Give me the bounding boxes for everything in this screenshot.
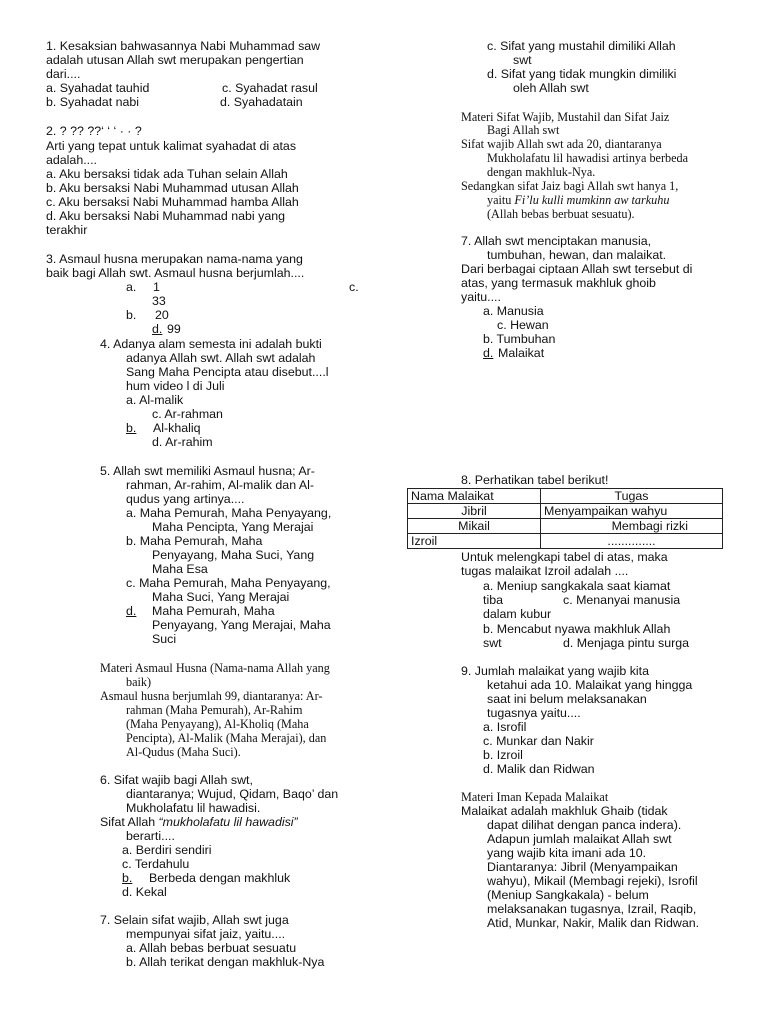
materi-paragraph: Al-Qudus (Maha Suci).	[126, 745, 241, 759]
q9-option-b: b. Izroil	[483, 748, 523, 762]
materi-paragraph: Sifat wajib Allah swt ada 20, diantaranya	[461, 137, 662, 151]
q6-line: berarti....	[126, 829, 175, 843]
q7a-option-a: a. Allah bebas berbuat sesuatu	[126, 941, 297, 955]
table-header-row	[408, 489, 723, 504]
q3-option-a: 1	[153, 280, 160, 294]
q2-option-a: a. Aku bersaksi tidak ada Tuhan selain Allah	[46, 167, 288, 181]
q3-option-d: 99	[167, 322, 181, 336]
q3-option-c: 33	[152, 294, 166, 308]
q4-option-c: c. Ar-rahman	[152, 407, 223, 421]
q6-term: “mukholafatu lil hawadisi”	[158, 815, 298, 829]
q5-option-c: c. Maha Pemurah, Maha Penyayang,	[126, 576, 331, 590]
materi-paragraph: (Maha Penyayang), Al-Kholiq (Maha	[126, 717, 309, 731]
q9-line: ketahui ada 10. Malaikat yang hingga	[487, 678, 693, 692]
q5-option-d: Maha Pemurah, Maha	[152, 604, 275, 618]
q3-option-b: 20	[155, 308, 169, 322]
materi-title: Materi Iman Kepada Malaikat	[461, 790, 609, 804]
q2-option-c: c. Aku bersaksi Nabi Muhammad hamba Allah	[46, 195, 299, 209]
q3-option-b-label: b.	[126, 308, 137, 322]
materi-paragraph: dapat dilihat dengan panca indera).	[487, 818, 682, 832]
materi-paragraph: yang wajib kita imani ada 10.	[487, 846, 647, 860]
q9-option-d: d. Malik dan Ridwan	[483, 762, 595, 776]
q9-line: saat ini belum melaksanakan	[487, 692, 647, 706]
q6-option-c: c. Terdahulu	[122, 857, 190, 871]
q6-line: diantaranya; Wujud, Qidam, Baqo’ dan	[126, 787, 339, 801]
materi-paragraph: Asmaul husna berjumlah 99, diantaranya: Ar-	[100, 689, 323, 703]
q3-option-c-label: c.	[349, 280, 359, 294]
table-cell: Mikail	[408, 519, 541, 534]
q4-option-b: Al-khaliq	[153, 421, 201, 435]
q2-line: adalah....	[46, 153, 97, 167]
q8-line: Untuk melengkapi tabel di atas, maka	[461, 550, 668, 564]
q6-option-b: Berbeda dengan makhluk	[149, 871, 291, 885]
q5-option-d-cont: Penyayang, Yang Merajai, Maha	[152, 618, 331, 632]
q5-option-b-cont: Maha Esa	[152, 562, 208, 576]
q7a-option-c-cont: swt	[513, 53, 532, 67]
q8-option-d: d. Menjaga pintu surga	[563, 636, 690, 650]
q3-option-d-label: d.	[152, 322, 163, 336]
q5-option-c-cont: Maha Suci, Yang Merajai	[152, 590, 290, 604]
materi-paragraph: (Allah bebas berbuat sesuatu).	[487, 207, 635, 221]
table-row	[408, 504, 723, 519]
table-cell: Izroil	[408, 534, 541, 549]
materi-title-cont: Bagi Allah swt	[487, 123, 560, 137]
q6-text: Sifat Allah	[100, 815, 159, 829]
q2-option-d-cont: terakhir	[46, 223, 88, 237]
q8-line: 8. Perhatikan tabel berikut!	[461, 473, 609, 487]
q2-line: Arti yang tepat untuk kalimat syahadat di atas	[46, 139, 297, 153]
q1-option-d: d. Syahadatain	[220, 95, 303, 109]
q3-line: baik bagi Allah swt. Asmaul husna berjumlah....	[46, 266, 305, 280]
q8-option-b-cont: swt	[483, 636, 502, 650]
q4-option-b-label: b.	[126, 421, 137, 435]
table-cell: Membagi rizki	[541, 519, 723, 534]
q1-line: dari....	[46, 67, 81, 81]
materi-paragraph: Mukholafatu lil hawadisi artinya berbeda	[487, 151, 689, 165]
q5-option-a: a. Maha Pemurah, Maha Penyayang,	[126, 506, 332, 520]
materi-paragraph	[487, 193, 669, 207]
q8-option-a: a. Meniup sangkakala saat kiamat	[483, 579, 671, 593]
materi-paragraph: (Meniup Sangkakala) - belum	[487, 888, 649, 902]
materi-title: Materi Asmaul Husna (Nama-nama Allah yang	[100, 661, 330, 675]
q2-arabic-line: 2. ? ?? ??‘ ‘ ‘ · · ?	[46, 124, 142, 138]
q7b-option-a: a. Manusia	[483, 304, 544, 318]
q5-line: 5. Allah swt memiliki Asmaul husna; Ar-	[100, 464, 315, 478]
q7b-line: atas, yang termasuk makhluk ghoib	[461, 276, 656, 290]
q9-option-a: a. Isrofil	[483, 720, 527, 734]
q7b-option-b: b. Tumbuhan	[483, 332, 556, 346]
q8-option-c: c. Menanyai manusia	[563, 593, 681, 607]
materi-paragraph: melaksanakan tugasnya, Izrail, Raqib,	[487, 902, 697, 916]
q9-line: 9. Jumlah malaikat yang wajib kita	[461, 664, 650, 678]
q7b-option-d-label: d.	[483, 346, 494, 360]
q3-line: 3. Asmaul husna merupakan nama-nama yang	[46, 252, 303, 266]
table-row	[408, 534, 723, 549]
q7b-option-c: c. Hewan	[497, 318, 549, 332]
materi-paragraph: Malaikat adalah makhluk Ghaib (tidak	[461, 804, 668, 818]
q2-option-d: d. Aku bersaksi Nabi Muhammad nabi yang	[46, 209, 285, 223]
q2-option-b: b. Aku bersaksi Nabi Muhammad utusan Allah	[46, 181, 299, 195]
q5-line: qudus yang artinya....	[126, 492, 245, 506]
q5-option-a-cont: Maha Pencipta, Yang Merajai	[152, 520, 314, 534]
malaikat-table	[407, 488, 723, 549]
q8-line: tugas malaikat Izroil adalah ....	[461, 564, 629, 578]
q6-option-a: a. Berdiri sendiri	[122, 843, 212, 857]
materi-paragraph: Atid, Munkar, Nakir, Malik dan Ridwan.	[487, 916, 700, 930]
materi-paragraph: Diantaranya: Jibril (Menyampaikan	[487, 860, 678, 874]
materi-paragraph: Adapun jumlah malaikat Allah swt	[487, 832, 672, 846]
q8-option-a-cont: tiba	[483, 593, 503, 607]
q9-line: tugasnya yaitu....	[487, 706, 581, 720]
q6-line: Mukholafatu lil hawadisi.	[126, 801, 261, 815]
materi-paragraph: Pencipta), Al-Malik (Maha Merajai), dan	[126, 731, 327, 745]
table-header-cell: Tugas	[541, 489, 723, 504]
table-row	[408, 519, 723, 534]
q7b-line: yaitu....	[461, 290, 501, 304]
materi-paragraph: dengan makhluk-Nya.	[487, 165, 596, 179]
q4-line: Sang Maha Pencipta atau disebut....l	[126, 365, 329, 379]
q7b-line: tumbuhan, hewan, dan malaikat.	[487, 248, 667, 262]
q5-option-d-cont: Suci	[152, 632, 177, 646]
materi-text: yaitu	[487, 193, 515, 207]
q4-line: hum video l di Juli	[126, 379, 225, 393]
q7b-line: 7. Allah swt menciptakan manusia,	[461, 234, 652, 248]
q7a-line: mempunyai sifat jaiz, yaitu....	[126, 927, 286, 941]
q1-line: adalah utusan Allah swt merupakan pengertian	[46, 53, 304, 67]
q8-option-b: b. Mencabut nyawa makhluk Allah	[483, 622, 671, 636]
q7b-option-d: Malaikat	[498, 346, 545, 360]
table-cell: Menyampaikan wahyu	[541, 504, 723, 519]
materi-paragraph: Sedangkan sifat Jaiz bagi Allah swt hanya 1,	[461, 179, 679, 193]
materi-paragraph: rahman (Maha Pemurah), Ar-Rahim	[126, 703, 303, 717]
q7a-line: 7. Selain sifat wajib, Allah swt juga	[100, 913, 289, 927]
q7a-option-d: d. Sifat yang tidak mungkin dimiliki	[487, 67, 677, 81]
q6-option-d: d. Kekal	[122, 885, 167, 899]
q6-option-b-label: b.	[122, 871, 133, 885]
q5-option-b: b. Maha Pemurah, Maha	[126, 534, 263, 548]
materi-title-cont: baik)	[126, 675, 152, 689]
q7a-option-b: b. Allah terikat dengan makhluk-Nya	[126, 955, 325, 969]
q5-option-b-cont: Penyayang, Maha Suci, Yang	[152, 548, 315, 562]
q7b-line: Dari berbagai ciptaan Allah swt tersebut di	[461, 262, 693, 276]
table-header-cell: Nama Malaikat	[408, 489, 541, 504]
q4-line: 4. Adanya alam semesta ini adalah bukti	[100, 337, 322, 351]
q1-line: 1. Kesaksian bahwasannya Nabi Muhammad saw	[46, 39, 321, 53]
q6-line: 6. Sifat wajib bagi Allah swt,	[100, 773, 253, 787]
q7a-option-c: c. Sifat yang mustahil dimiliki Allah	[487, 39, 676, 53]
q1-option-a: a. Syahadat tauhid	[46, 81, 150, 95]
q1-option-c: c. Syahadat rasul	[222, 81, 318, 95]
materi-term: Fi’lu kulli mumkinn aw tarkuhu	[514, 193, 670, 207]
q5-option-d-label: d.	[126, 604, 137, 618]
table-cell: Jibril	[408, 504, 541, 519]
q3-option-a-label: a.	[126, 280, 137, 294]
q1-option-b: b. Syahadat nabi	[46, 95, 140, 109]
q7a-option-d-cont: oleh Allah swt	[513, 81, 589, 95]
materi-paragraph: wahyu), Mikail (Membagi rejeki), Isrofil	[487, 874, 698, 888]
q6-line	[100, 815, 298, 829]
q4-option-a: a. Al-malik	[126, 393, 184, 407]
q4-line: adanya Allah swt. Allah swt adalah	[126, 351, 316, 365]
q5-line: rahman, Ar-rahim, Al-malik dan Al-	[126, 478, 314, 492]
q8-option-c-cont: dalam kubur	[483, 607, 552, 621]
q4-option-d: d. Ar-rahim	[152, 435, 213, 449]
q9-option-c: c. Munkar dan Nakir	[483, 734, 594, 748]
table-cell: ..............	[541, 534, 723, 549]
materi-title: Materi Sifat Wajib, Mustahil dan Sifat Jaiz	[461, 110, 670, 124]
